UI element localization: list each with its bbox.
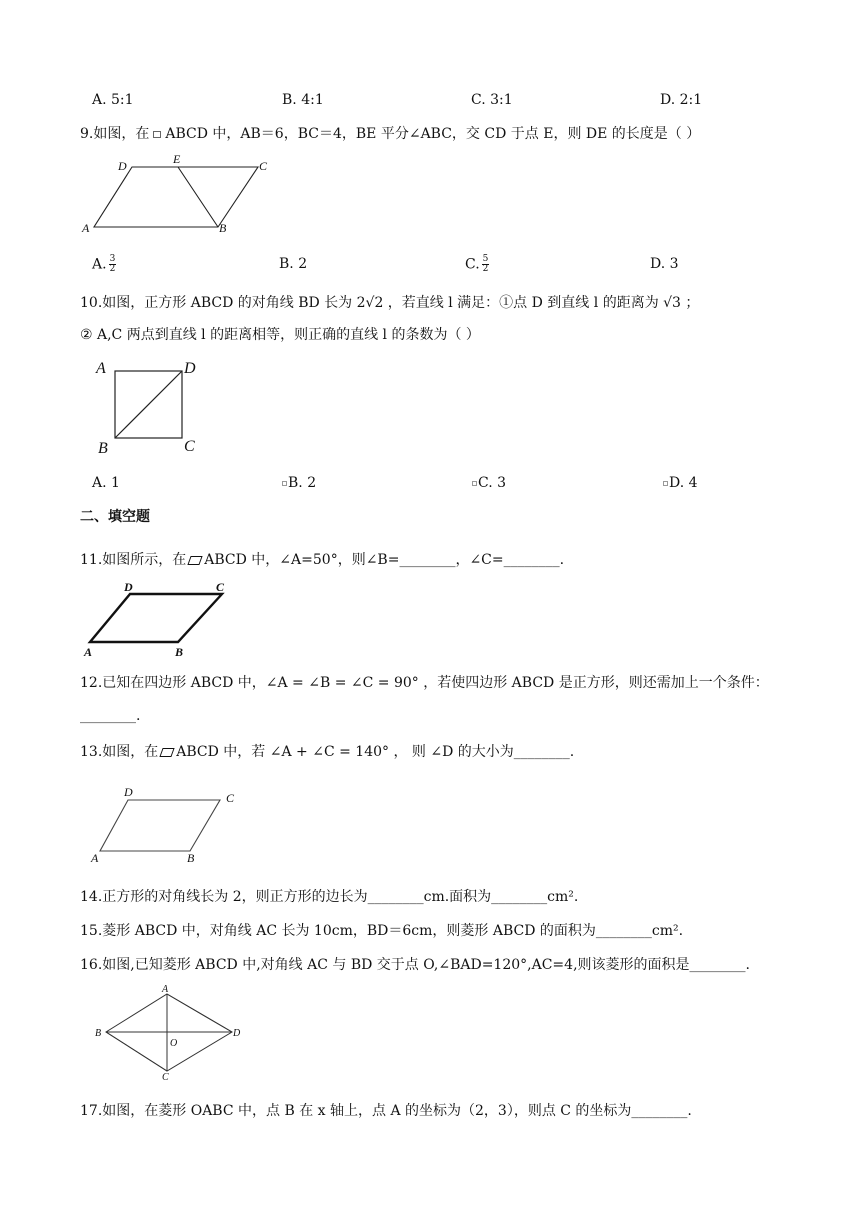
q16-label-b: B <box>95 1028 102 1039</box>
q11-label-d: D <box>124 580 133 594</box>
q8-option-a: A. 5:1 <box>92 92 134 108</box>
q9-option-d: D. 3 <box>650 256 679 272</box>
q10-stem-line1: 10.如图，正方形 ABCD 的对角线 BD 长为 2√2 ，若直线 l 满足：①点 D 到直线 l 的距离为 √3 ； <box>80 295 700 311</box>
q11-label-c: C <box>216 580 225 594</box>
q9-stem <box>80 125 700 143</box>
q12-stem-line1: 12.已知在四边形 ABCD 中，∠A = ∠B = ∠C = 90° ，若使四边形 ABCD 是正方形，则还需加上一个条件： <box>80 675 769 691</box>
q10-option-a: A. 1 <box>92 475 120 491</box>
q11-label-b: B <box>175 645 184 658</box>
q10-option-b <box>282 474 316 492</box>
q16-label-a: A <box>162 984 169 995</box>
q9-option-c-prefix: C. <box>465 256 480 273</box>
option-marker-icon <box>663 481 668 486</box>
q9-option-c-denominator: 2 <box>482 264 489 274</box>
q10-label-a: A <box>96 360 106 377</box>
q9-stem-rest: ABCD 中，AB＝6，BC＝4，BE 平分∠ABC，交 CD 于点 E，则 DE 的长度是（ ） <box>165 126 701 142</box>
parallelogram-symbol-icon <box>153 131 161 138</box>
q10-label-b: B <box>98 440 108 457</box>
q10-stem-line2: ② A,C 两点到直线 l 的距离相等，则正确的直线 l 的条数为（ ） <box>80 327 480 343</box>
q16-figure <box>90 984 250 1082</box>
q9-label-a: A <box>82 221 90 235</box>
option-marker-icon <box>282 481 287 486</box>
q10-option-d <box>663 474 698 492</box>
q13-label-b: B <box>187 851 195 865</box>
q9-option-a-denominator: 2 <box>109 264 116 274</box>
q16-label-d: D <box>233 1028 241 1039</box>
q11-stem <box>80 551 564 569</box>
q13-figure <box>85 780 255 868</box>
q11-stem-prefix: 11.如图所示，在 <box>80 552 187 568</box>
q10-figure <box>90 355 210 460</box>
q10-label-c: C <box>184 438 195 455</box>
q9-label-e: E <box>173 152 181 166</box>
q13-label-a: A <box>91 851 99 865</box>
q10-option-b-text: B. 2 <box>288 475 317 491</box>
q17-stem: 17.如图，在菱形 OABC 中，点 B 在 x 轴上，点 A 的坐标为（2，3），则点 C 的坐标为________. <box>80 1103 692 1119</box>
q13-stem <box>80 743 574 761</box>
q8-option-b: B. 4:1 <box>282 92 324 108</box>
q9-option-b: B. 2 <box>279 256 308 272</box>
q9-label-d: D <box>118 159 127 173</box>
q9-label-b: B <box>219 221 227 235</box>
q14-stem: 14.正方形的对角线长为 2，则正方形的边长为________cm.面积为________cm². <box>80 889 579 905</box>
q13-label-d: D <box>124 785 133 799</box>
q11-figure <box>80 578 240 658</box>
q11-label-a: A <box>84 645 93 658</box>
q9-option-a-numerator: 3 <box>109 254 116 264</box>
q9-option-a <box>92 255 116 274</box>
q16-stem: 16.如图,已知菱形 ABCD 中,对角线 AC 与 BD 交于点 O,∠BAD=120°,AC=4,则该菱形的面积是________. <box>80 957 750 973</box>
q13-stem-prefix: 13.如图，在 <box>80 744 159 760</box>
q9-option-c-fraction <box>482 255 490 274</box>
q16-label-c: C <box>162 1072 169 1082</box>
q8-option-c: C. 3:1 <box>471 92 513 108</box>
q10-option-c-text: C. 3 <box>478 475 507 491</box>
q13-stem-rest: ABCD 中，若 ∠A + ∠C = 140° ， 则 ∠D 的大小为________. <box>176 744 575 760</box>
q9-option-c-numerator: 5 <box>482 254 489 264</box>
q9-option-a-fraction <box>109 255 117 274</box>
q9-option-c <box>465 255 489 274</box>
option-marker-icon <box>472 481 477 486</box>
q10-option-d-text: D. 4 <box>669 475 698 491</box>
q11-stem-rest: ABCD 中，∠A=50°，则∠B=________，∠C=________. <box>204 552 565 568</box>
q9-stem-prefix: 9.如图，在 <box>80 126 150 142</box>
q9-option-a-prefix: A. <box>92 256 107 273</box>
q15-stem: 15.菱形 ABCD 中，对角线 AC 长为 10cm，BD＝6cm，则菱形 ABCD 的面积为________cm². <box>80 923 684 939</box>
q10-option-c <box>472 474 506 492</box>
parallelogram-symbol-icon <box>160 748 175 757</box>
q16-label-o: O <box>170 1038 178 1049</box>
section-heading-fill-in: 二、填空题 <box>80 509 150 525</box>
q13-label-c: C <box>226 791 235 805</box>
q9-label-c: C <box>259 159 268 173</box>
q9-figure <box>80 150 280 236</box>
q12-stem-line2: ________. <box>80 708 141 724</box>
q8-option-d: D. 2:1 <box>660 92 703 108</box>
parallelogram-symbol-icon <box>188 556 203 565</box>
q10-label-d: D <box>184 360 196 377</box>
